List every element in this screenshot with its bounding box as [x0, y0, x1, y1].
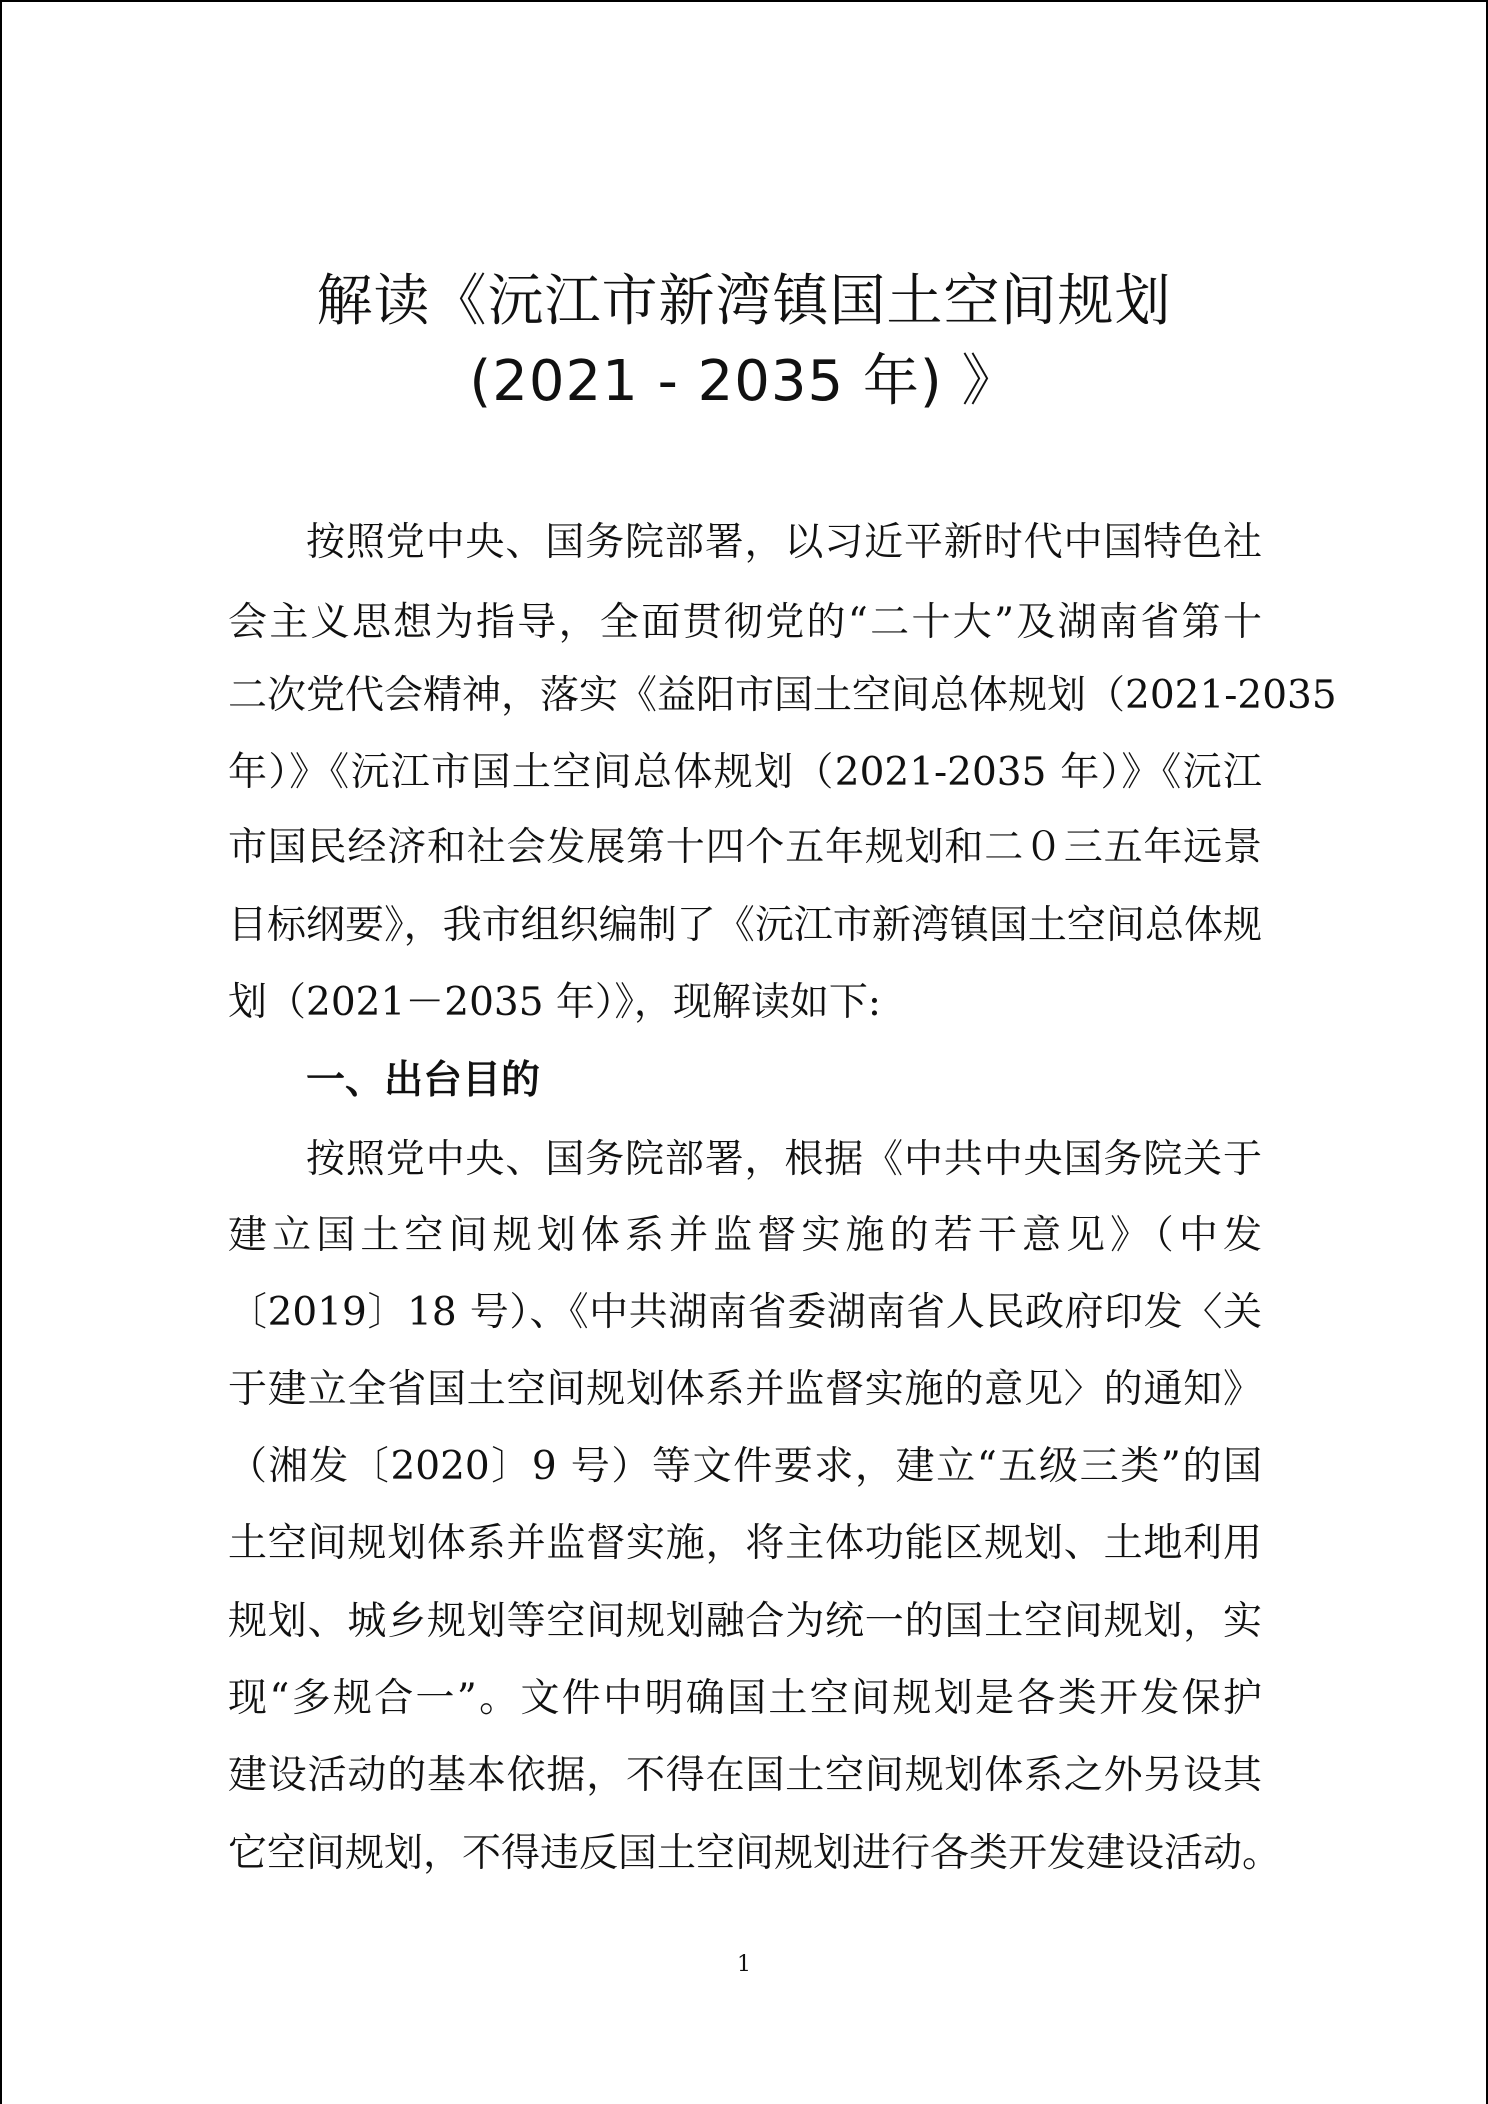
paragraph-line: 于建立全省国土空间规划体系并监督实施的意见〉的通知》 [228, 1367, 1262, 1412]
paragraph-line: 目标纲要》，我市组织编制了《沅江市新湾镇国土空间总体规 [228, 903, 1262, 948]
paragraph-line: 划（2021－2035 年）》，现解读如下: [228, 980, 882, 1025]
paragraph-line: 建立国土空间规划体系并监督实施的若干意见》（中发 [228, 1213, 1262, 1258]
paragraph-line: 土空间规划体系并监督实施，将主体功能区规划、土地利用 [228, 1521, 1262, 1566]
paragraph-line: 现“多规合一”。文件中明确国土空间规划是各类开发保护 [228, 1676, 1262, 1721]
paragraph-line: 它空间规划，不得违反国土空间规划进行各类开发建设活动。 [228, 1831, 1282, 1876]
paragraph-line: 按照党中央、国务院部署，以习近平新时代中国特色社 [306, 520, 1262, 565]
paragraph-line: 规划、城乡规划等空间规划融合为统一的国土空间规划，实 [228, 1599, 1262, 1644]
paragraph-line: 会主义思想为指导，全面贯彻党的“二十大”及湖南省第十 [228, 600, 1262, 645]
document-title-line-2: (2021 - 2035 年) 》 [469, 349, 1019, 414]
paragraph-line: 建设活动的基本依据，不得在国土空间规划体系之外另设其 [228, 1753, 1262, 1798]
document-title-line-1: 解读《沅江市新湾镇国土空间规划 [316, 269, 1172, 334]
section-heading: 一、出台目的 [306, 1058, 541, 1103]
paragraph-line: 市国民经济和社会发展第十四个五年规划和二０三五年远景 [228, 825, 1262, 870]
paragraph-line: （湘发〔2020〕9 号）等文件要求，建立“五级三类”的国 [228, 1444, 1262, 1489]
page-number: 1 [737, 1952, 751, 1977]
paragraph-line: 二次党代会精神，落实《益阳市国土空间总体规划（2021-2035 [228, 673, 1337, 718]
paragraph-line: 年）》《沅江市国土空间总体规划（2021-2035 年）》《沅江 [228, 750, 1262, 795]
paragraph-line: 〔2019〕18 号）、《中共湖南省委湖南省人民政府印发〈关 [228, 1290, 1262, 1335]
paragraph-line: 按照党中央、国务院部署，根据《中共中央国务院关于 [306, 1137, 1262, 1182]
